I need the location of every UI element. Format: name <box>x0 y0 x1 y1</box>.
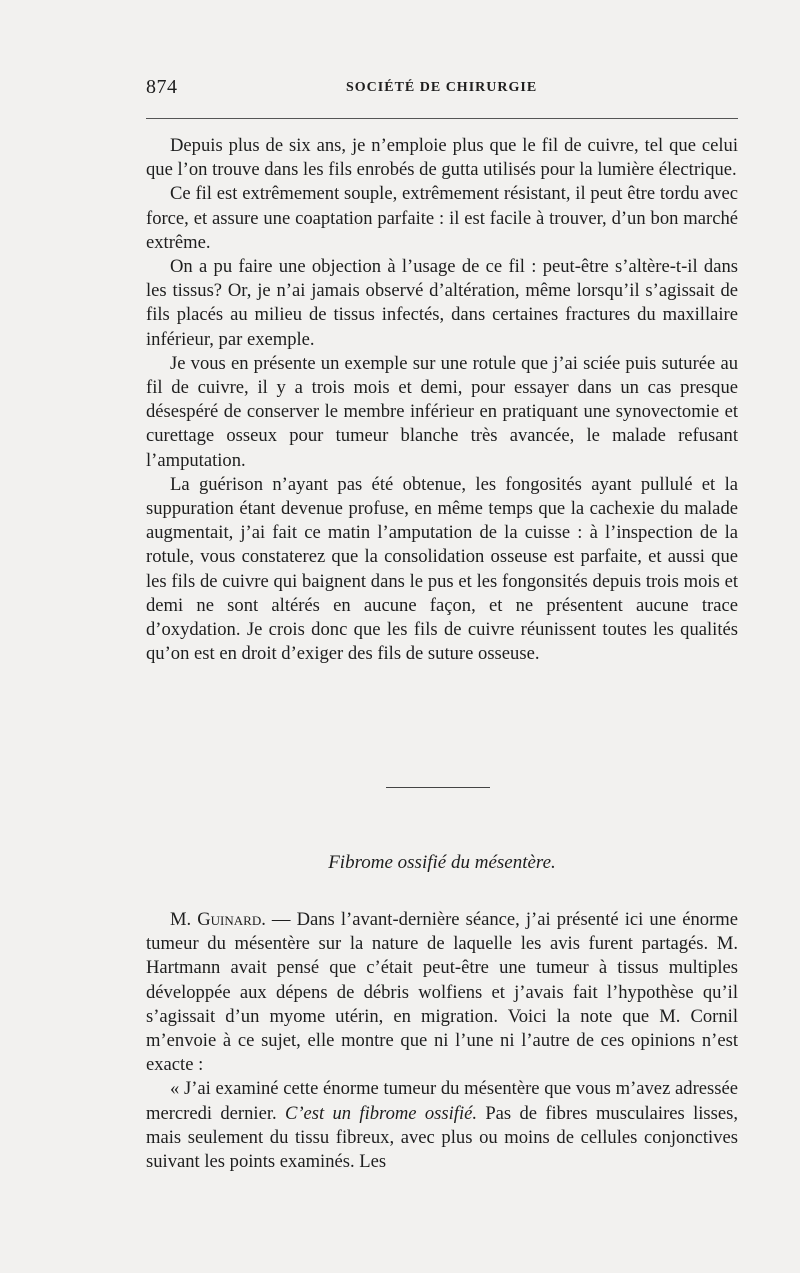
body-text <box>146 134 738 666</box>
quote-text-continued: Pas de fibres musculaires lisses, mais seulement du tissu fibreux, avec plus ou moins de cellules conjonctives suivant les points examinés. Les <box>146 1102 739 1173</box>
header-rule <box>146 118 738 119</box>
quote-italic-text: C’est un fibrome ossifié. <box>284 1102 478 1124</box>
paragraph: Ce fil est extrêmement souple, extrêmement résistant, il peut être tordu avec force, et assure une coaptation parfaite : il est facile à trouver, d’un bon marché extrême. <box>146 183 738 253</box>
paragraph: On a pu faire une objection à l’usage de ce fil : peut-être s’altère-t-il dans les tissus? Or, je n’ai jamais observé d’altération, même lorsqu’il s’agissait de fils placés au milieu de tissus infectés, dans certaines fractures du maxillaire inférieur, par exemple. <box>146 256 738 350</box>
section-title: Fibrome ossifié du mésentère. <box>328 852 556 873</box>
paragraph: Depuis plus de six ans, je n’emploie plus que le fil de cuivre, tel que celui que l’on trouve dans les fils enrobés de gutta utilisés pour la lumière électrique. <box>146 135 738 181</box>
page-header <box>146 76 736 100</box>
page-number: 874 <box>146 76 178 98</box>
paragraph-text: — Dans l’avant-dernière séance, j’ai présenté ici une énorme tumeur du mésentère sur la nature de laquelle les avis furent partagés. M. Hartmann avait pensé que c’était peut-être une tumeur à tissus multiples développée aux dépens de débris wolfiens et j’avais fait l’hypothèse qu’il s’agissait d’un myome utérin, en migration. Voici la note que M. Cornil m’envoie à ce sujet, elle montre que ni l’une ni l’autre de ces opinions n’est exacte : <box>146 909 738 1076</box>
quote-paragraph <box>146 1077 738 1174</box>
quote-text: « J’ai examiné cette énorme tumeur du mésentère que vous m’avez adressée mercredi dernier. <box>146 1078 738 1124</box>
speaker-name: M. Guinard. <box>170 909 266 930</box>
section-separator <box>386 787 490 788</box>
paragraph <box>146 908 738 1077</box>
running-head: SOCIÉTÉ DE CHIRURGIE <box>346 80 538 95</box>
body-text-section <box>146 908 738 1174</box>
paragraph: La guérison n’ayant pas été obtenue, les fongosités ayant pullulé et la suppuration étant devenue profuse, en même temps que la cachexie du malade augmentait, j’ai fait ce matin l’amputation de la cuisse : à l’inspection de la rotule, vous constaterez que la consolidation osseuse est parfaite, et aussi que les fils de cuivre qui baignent dans le pus et les fongonsités depuis trois mois et demi ne sont altérés en aucune façon, et ne présentent aucune trace d’oxydation. Je crois donc que les fils de cuivre réunissent toutes les qualités qu’on est en droit d’exiger des fils de suture osseuse. <box>146 473 738 665</box>
paragraph: Je vous en présente un exemple sur une rotule que j’ai sciée puis suturée au fil de cuivre, il y a trois mois et demi, pour essayer dans un cas presque désespéré de conserver le membre inférieur en pratiquant une synovectomie et curettage osseux pour tumeur blanche très avancée, le malade refusant l’amputation. <box>146 352 738 471</box>
